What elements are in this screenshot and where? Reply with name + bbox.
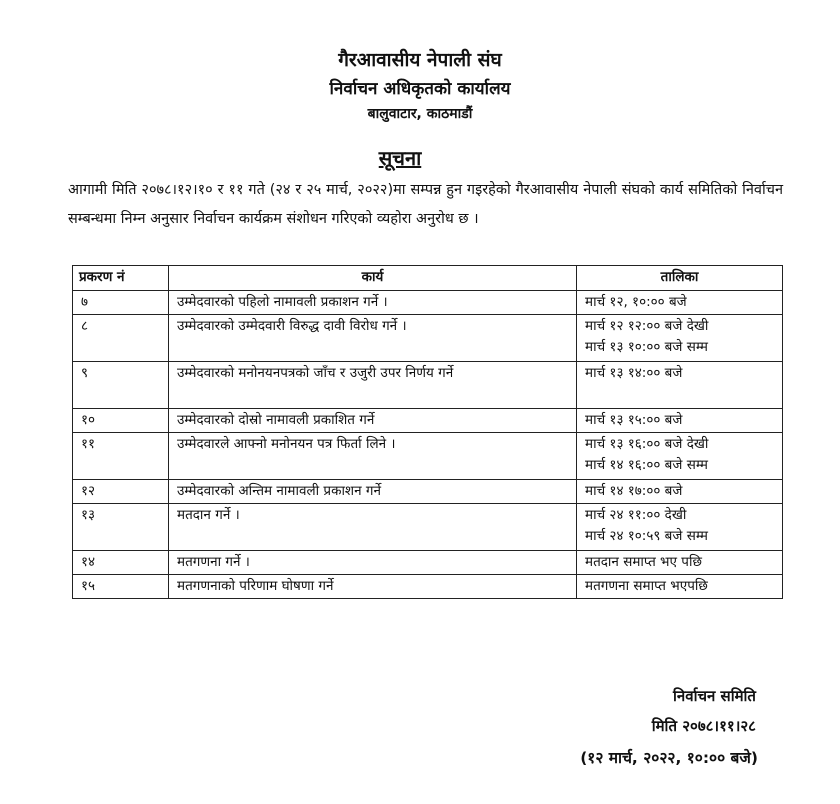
column-header-number: प्रकरण नं — [73, 266, 169, 291]
schedule-line: मार्च १२, १०:०० बजे — [585, 294, 687, 310]
table-row — [73, 575, 783, 599]
table-row — [73, 433, 783, 480]
row-task: उम्मेदवारको पहिलो नामावली प्रकाशन गर्ने । — [169, 291, 577, 315]
row-task: मतगणना गर्ने । — [169, 551, 577, 575]
schedule-line: मतगणना समाप्त भएपछि — [585, 578, 708, 594]
table-row — [73, 291, 783, 315]
schedule-line: मार्च १३ १५:०० बजे — [585, 412, 683, 428]
row-number: १० — [73, 409, 169, 433]
schedule-line: मार्च १३ १६:०० बजे देखी — [585, 436, 709, 452]
row-schedule — [577, 504, 783, 551]
row-task: उम्मेदवारले आफ्नो मनोनयन पत्र फिर्ता लिने । — [169, 433, 577, 480]
row-number: १५ — [73, 575, 169, 599]
schedule-table — [72, 265, 783, 599]
schedule-line: मार्च १३ १०:०० बजे सम्म — [585, 339, 708, 355]
schedule-line: मार्च १२ १२:०० बजे देखी — [585, 318, 709, 334]
row-schedule — [577, 480, 783, 504]
row-schedule — [577, 315, 783, 362]
row-number: ७ — [73, 291, 169, 315]
office-name: निर्वाचन अधिकृतको कार्यालय — [329, 79, 511, 99]
table-row — [73, 551, 783, 575]
notice-title: सूचना — [378, 146, 422, 170]
column-header-schedule: तालिका — [577, 266, 783, 291]
organization-name: गैरआवासीय नेपाली संघ — [338, 49, 502, 71]
row-number: १४ — [73, 551, 169, 575]
row-task: उम्मेदवारको दोस्रो नामावली प्रकाशित गर्ने — [169, 409, 577, 433]
table-row — [73, 315, 783, 362]
row-number: ११ — [73, 433, 169, 480]
row-schedule — [577, 433, 783, 480]
table-row — [73, 480, 783, 504]
signature-date: मिति २०७८।११।२८ — [651, 717, 756, 735]
schedule-line: मार्च २४ १०:५९ बजे सम्म — [585, 528, 708, 544]
notice-intro: आगामी मिति २०७८।१२।१० र ११ गते (२४ र २५ मार्च, २०२२)मा सम्पन्न हुन गइरहेको गैरआवासीय नेपाली संघको कार्य समितिको निर्वाचन सम्बन्धमा निम्न अनुसार निर्वाचन कार्यक्रम संशोधन गरिएको व्यहोरा अनुरोध छ । — [68, 182, 783, 227]
table-header-row — [73, 266, 783, 291]
row-number: ८ — [73, 315, 169, 362]
schedule-line: मतदान समाप्त भए पछि — [585, 554, 702, 570]
row-task: मतगणनाको परिणाम घोषणा गर्ने — [169, 575, 577, 599]
table-row — [73, 504, 783, 551]
row-task: उम्मेदवारको उम्मेदवारी विरुद्ध दावी विरोध गर्ने । — [169, 315, 577, 362]
column-header-task: कार्य — [169, 266, 577, 291]
signature-committee: निर्वाचन समिति — [673, 687, 756, 705]
row-schedule — [577, 362, 783, 409]
signature-date-english: (१२ मार्च, २०२२, १०:०० बजे) — [580, 749, 758, 767]
row-schedule — [577, 291, 783, 315]
row-task: उम्मेदवारको अन्तिम नामावली प्रकाशन गर्ने — [169, 480, 577, 504]
schedule-line: मार्च २४ ११:०० देखी — [585, 507, 687, 523]
schedule-line: मार्च १४ १७:०० बजे — [585, 483, 683, 499]
row-schedule — [577, 409, 783, 433]
row-task: मतदान गर्ने । — [169, 504, 577, 551]
row-number: १३ — [73, 504, 169, 551]
row-schedule — [577, 551, 783, 575]
schedule-line: मार्च १३ १४:०० बजे — [585, 365, 683, 381]
schedule-line: मार्च १४ १६:०० बजे सम्म — [585, 457, 708, 473]
table-row — [73, 409, 783, 433]
row-number: ९ — [73, 362, 169, 409]
office-location: बालुवाटार, काठमाडौं — [367, 106, 473, 122]
row-task: उम्मेदवारको मनोनयनपत्रको जाँच र उजुरी उपर निर्णय गर्ने — [169, 362, 577, 409]
table-row — [73, 362, 783, 409]
row-schedule — [577, 575, 783, 599]
row-number: १२ — [73, 480, 169, 504]
